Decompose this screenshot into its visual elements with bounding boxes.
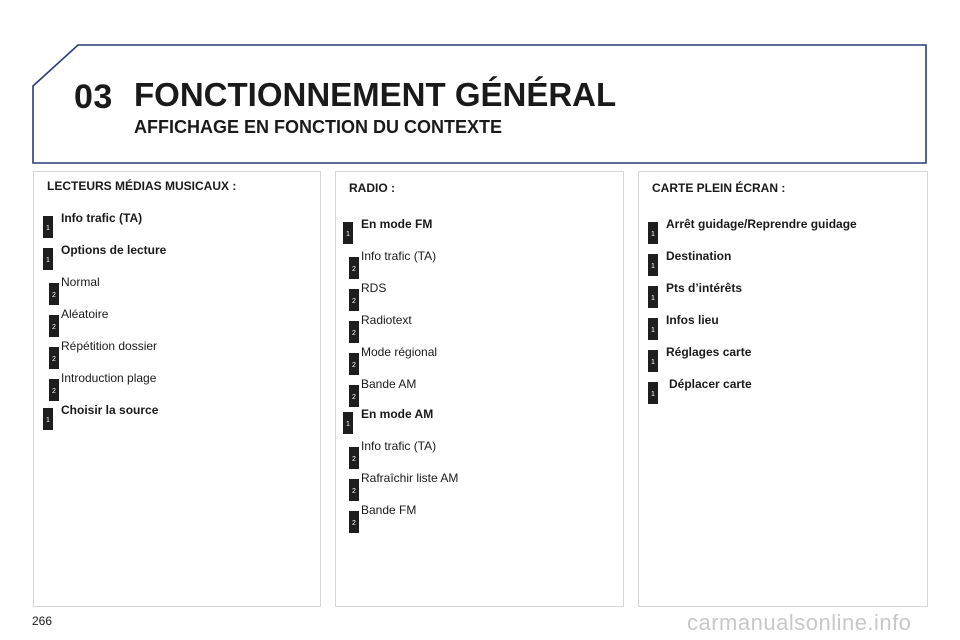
panel-title: RADIO : <box>349 181 395 195</box>
panel-full-screen-map <box>638 171 928 607</box>
menu-item-label: Réglages carte <box>666 345 752 359</box>
menu-item-label: Infos lieu <box>666 313 719 327</box>
level-badge: 1 <box>43 408 53 430</box>
chapter-number: 03 <box>74 78 113 116</box>
menu-item-label: En mode FM <box>361 217 433 231</box>
menu-item-label: Répétition dossier <box>61 339 158 353</box>
menu-item-label: Info trafic (TA) <box>61 211 143 225</box>
level-badge: 2 <box>349 479 359 501</box>
level-badge: 1 <box>648 350 658 372</box>
level-badge: 2 <box>349 257 359 279</box>
menu-item-label: Bande AM <box>361 377 417 391</box>
menu-item-label: Info trafic (TA) <box>361 249 437 263</box>
level-badge: 1 <box>648 286 658 308</box>
menu-item-label: Normal <box>61 275 100 289</box>
level-badge: 1 <box>343 222 353 244</box>
menu-item-label: Options de lecture <box>61 243 167 257</box>
page-subtitle: AFFICHAGE EN FONCTION DU CONTEXTE <box>134 117 502 137</box>
level-badge: 2 <box>49 379 59 401</box>
panel-title: CARTE PLEIN ÉCRAN : <box>652 181 786 195</box>
menu-item-label: Destination <box>666 249 732 263</box>
level-badge: 2 <box>349 353 359 375</box>
level-badge: 2 <box>349 511 359 533</box>
menu-item-label: En mode AM <box>361 407 434 421</box>
level-badge: 2 <box>49 347 59 369</box>
menu-item-label: RDS <box>361 281 387 295</box>
level-badge: 1 <box>343 412 353 434</box>
menu-item-label: Mode régional <box>361 345 438 359</box>
menu-item-label: Introduction plage <box>61 371 157 385</box>
menu-item-label: Aléatoire <box>61 307 109 321</box>
level-badge: 2 <box>349 321 359 343</box>
panel-radio <box>335 171 624 607</box>
level-badge: 1 <box>648 254 658 276</box>
level-badge: 1 <box>43 248 53 270</box>
level-badge: 2 <box>349 447 359 469</box>
menu-item-label: Bande FM <box>361 503 417 517</box>
level-badge: 2 <box>49 315 59 337</box>
level-badge: 1 <box>648 318 658 340</box>
page-number: 266 <box>32 614 53 628</box>
menu-item-label: Radiotext <box>361 313 412 327</box>
menu-item-label: Déplacer carte <box>669 377 752 391</box>
menu-item-label: Choisir la source <box>61 403 159 417</box>
panel-title: LECTEURS MÉDIAS MUSICAUX : <box>47 179 237 193</box>
level-badge: 1 <box>648 222 658 244</box>
menu-item-label: Info trafic (TA) <box>361 439 437 453</box>
level-badge: 1 <box>648 382 658 404</box>
menu-item-label: Pts d’intérêts <box>666 281 743 295</box>
menu-item-label: Rafraîchir liste AM <box>361 471 459 485</box>
panel-media-players <box>33 171 321 607</box>
menu-item-label: Arrêt guidage/Reprendre guidage <box>666 217 857 231</box>
watermark: carmanualsonline.info <box>687 610 912 635</box>
page-title: FONCTIONNEMENT GÉNÉRAL <box>134 76 617 113</box>
level-badge: 1 <box>43 216 53 238</box>
level-badge: 2 <box>49 283 59 305</box>
level-badge: 2 <box>349 385 359 407</box>
level-badge: 2 <box>349 289 359 311</box>
